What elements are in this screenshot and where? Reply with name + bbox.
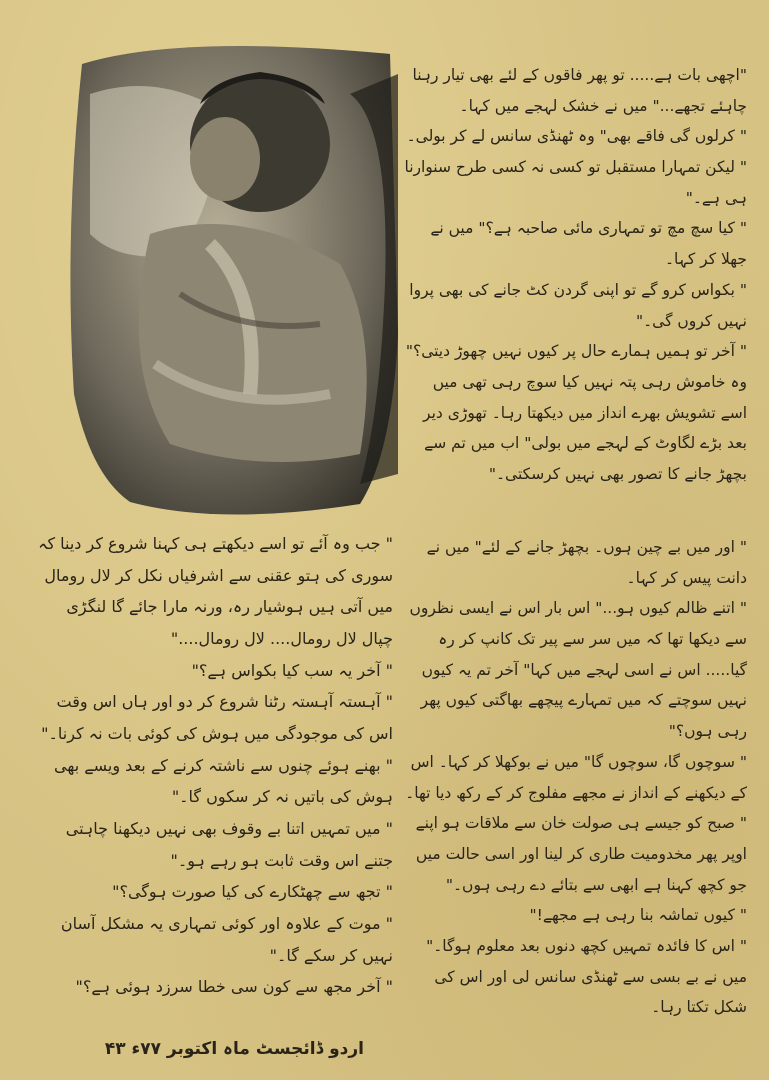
paragraph: " کیوں تماشہ بنا رہی ہے مجھے!" xyxy=(529,906,747,925)
left-column-text xyxy=(38,528,393,1003)
paragraph: " کرلوں گی فاقے بھی" وہ ٹھنڈی سانس لے کر بولی۔ xyxy=(406,127,747,146)
paragraph: " آہستہ آہستہ رٹنا شروع کر دو اور ہاں اس وقت اس کی موجودگی میں ہوش کی کوئی بات نہ کرنا۔" xyxy=(41,692,393,744)
paragraph: " اتنے ظالم کیوں ہو..." اس بار اس نے ایسی نظروں سے دیکھا تھا کہ میں سر سے پیر تک کانپ کر رہ گیا..... اس نے اسی لہجے میں کہا" آخر تم یہ کیوں نہیں سوچتے کہ میں تمہارے پیچھے بھاگتی کیوں پھر رہی ہوں؟" xyxy=(409,599,747,741)
paragraph: " سوچوں گا، سوچوں گا" میں نے بوکھلا کر کہا۔ اس کے دیکھنے کے انداز نے مجھے مفلوج کر کے رکھ دیا تھا۔ xyxy=(405,752,747,802)
paragraph: " آخر مجھ سے کون سی خطا سرزد ہوئی ہے؟" xyxy=(75,977,393,997)
paragraph: " تجھ سے چھٹکارے کی کیا صورت ہوگی؟" xyxy=(112,882,393,902)
paragraph: " لیکن تمہارا مستقبل تو کسی نہ کسی طرح سنوارنا ہی ہے۔" xyxy=(404,158,747,207)
page-footer: اردو ڈائجسٹ ماہ اکتوبر ۷۷ء ۴۳ xyxy=(104,1039,364,1059)
paragraph: " بھنے ہوئے چنوں سے ناشتہ کرنے کے بعد ویسے بھی ہوش کی باتیں نہ کر سکوں گا۔" xyxy=(54,755,393,807)
paragraph: " آخر تو ہمیں ہمارے حال پر کیوں نہیں چھوڑ دیتی؟" xyxy=(405,342,747,361)
paragraph: " موت کے علاوہ اور کوئی تمہاری یہ مشکل آسان نہیں کر سکے گا۔" xyxy=(60,914,393,965)
man-portrait-photo xyxy=(60,34,400,524)
paragraph: " جب وہ آئے تو اسے دیکھتے ہی کہنا شروع کر دینا کہ سوری کی ہتو عقنی سے اشرفیاں نکل کر لال رومال میں آتی ہیں ہوشیار رہ، ورنہ مارا جائے گا لنگڑی چپال لال رومال.... لال رومال...." xyxy=(38,534,393,649)
paragraph: "اچھی بات ہے..... تو پھر فاقوں کے لئے بھی تیار رہنا چاہئے تجھے..." میں نے خشک لہجے میں کہا۔ xyxy=(412,66,747,115)
paragraph: " میں تمہیں اتنا بے وقوف بھی نہیں دیکھنا چاہتی جتنے اس وقت ثابت ہو رہے ہو۔" xyxy=(65,819,393,870)
right-column-bottom-text xyxy=(402,532,747,1023)
paragraph: " صبح کو جیسے ہی صولت خان سے ملاقات ہو اپنے اوپر پھر مخدومیت طاری کر لینا اور اسی حالت میں جو کچھ کہنا ہے ابھی سے بتائے دے رہی ہوں۔" xyxy=(415,814,747,894)
paragraph: میں نے بے بسی سے ٹھنڈی سانس لی اور اس کی شکل تکتا رہا۔ xyxy=(434,967,747,1017)
paragraph: " کیا سچ مچ تو تمہاری مائی صاحبہ ہے؟" میں نے جھلا کر کہا۔ xyxy=(430,219,747,269)
paragraph: " اس کا فائدہ تمہیں کچھ دنوں بعد معلوم ہوگا۔" xyxy=(426,936,747,955)
paragraph: وہ خاموش رہی پتہ نہیں کیا سوچ رہی تھی میں اسے تشویش بھرے انداز میں دیکھتا رہا۔ تھوڑی دیر بعد بڑے لگاوٹ کے لہجے میں بولی" اب میں تم سے بچھڑ جانے کا تصور بھی نہیں کرسکتی۔" xyxy=(423,372,747,483)
paragraph: " آخر یہ سب کیا بکواس ہے؟" xyxy=(191,660,393,680)
paragraph: " اور میں بے چین ہوں۔ بچھڑ جانے کے لئے" میں نے دانت پیس کر کہا۔ xyxy=(426,538,747,587)
right-column-top-text xyxy=(402,60,747,490)
paragraph: " بکواس کرو گے تو اپنی گردن کٹ جانے کی بھی پروا نہیں کروں گی۔" xyxy=(409,280,747,330)
